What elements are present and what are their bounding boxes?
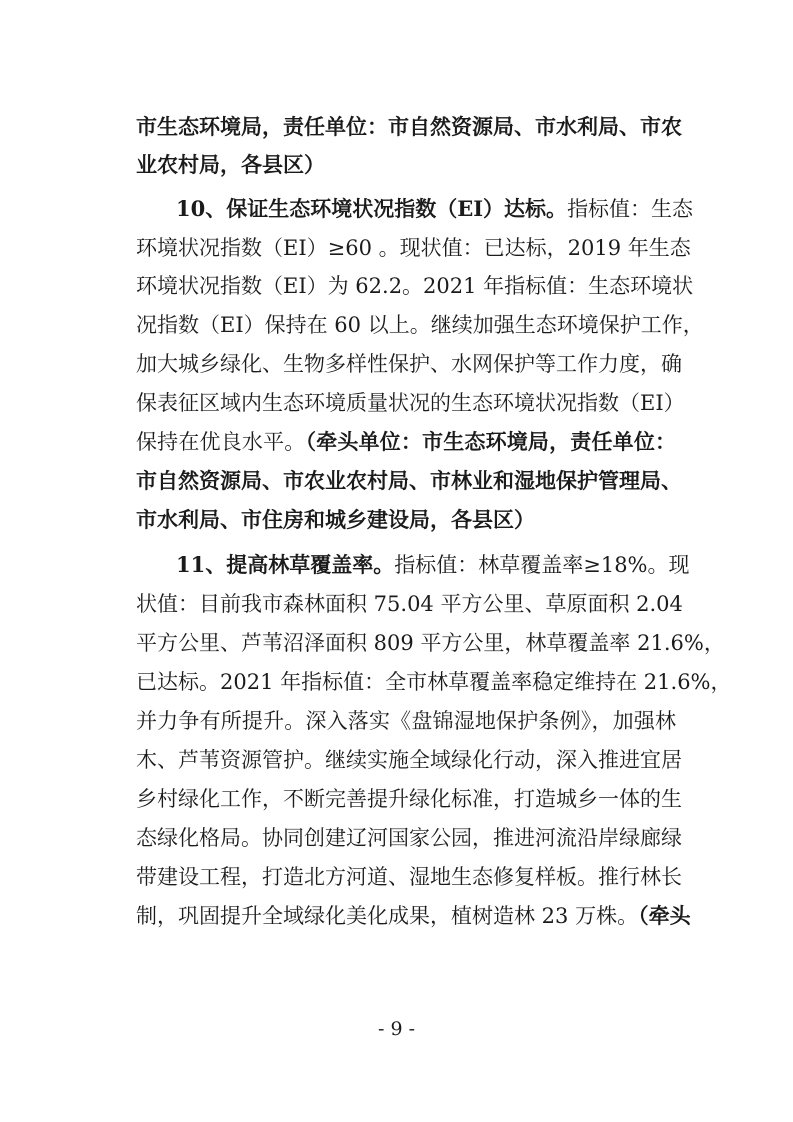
text-line xyxy=(136,112,682,142)
text-line xyxy=(136,589,683,619)
text-line xyxy=(136,823,682,853)
text-segment: 环境状况指数（EI）≥60 。现状值：已达标，2019 年生态 xyxy=(136,236,691,260)
text-line xyxy=(136,628,725,658)
text-line xyxy=(136,466,682,496)
text-segment: 环境状况指数（EI）为 62.2。2021 年指标值：生态环境状 xyxy=(136,274,694,298)
text-line xyxy=(136,862,682,892)
responsibility-note: （牵头单位：市生态环境局，责任单位： xyxy=(305,429,677,454)
page-number: - 9 - xyxy=(377,1018,415,1040)
text-segment: 态绿化格局。协同创建辽河国家公园，推进河流沿岸绿廊绿 xyxy=(136,826,682,850)
text-segment: 制，巩固提升全域绿化美化成果，植树造林 23 万株。 xyxy=(136,904,639,928)
text-line xyxy=(136,784,682,814)
text-segment: 业农村局，各县区） xyxy=(136,152,325,177)
text-line xyxy=(136,427,676,457)
text-segment: 平方公里、芦苇沼泽面积 809 平方公里，林草覆盖率 21.6%， xyxy=(136,631,725,655)
text-line xyxy=(136,349,682,379)
text-segment: 状值：目前我市森林面积 75.04 平方公里、草原面积 2.04 xyxy=(136,592,683,616)
section-title: 10、保证生态环境状况指数（EI）达标。 xyxy=(176,196,568,221)
text-line xyxy=(136,667,732,697)
text-line xyxy=(136,505,676,535)
text-segment: 保表征区域内生态环境质量状况的生态环境状况指数（EI） xyxy=(136,391,685,415)
text-line xyxy=(136,150,676,180)
text-segment: 并力争有所提升。深入落实《盘锦湿地保护条例》，加强林 xyxy=(136,709,676,733)
text-line xyxy=(136,388,685,418)
text-segment: 加大城乡绿化、生物多样性保护、水网保护等工作力度，确 xyxy=(136,352,682,376)
responsibility-note: 市水利局、市住房和城乡建设局，各县区） xyxy=(136,507,535,532)
text-segment: 指标值：生态 xyxy=(567,197,694,221)
text-segment: 指标值：林草覆盖率≥18%。现 xyxy=(394,553,690,577)
responsibility-note: 市自然资源局、市农业农村局、市林业和湿地保护管理局、 xyxy=(136,468,682,493)
responsibility-note: （牵头 xyxy=(638,903,691,928)
text-segment: 市生态环境局，责任单位：市自然资源局、市水利局、市农 xyxy=(136,114,682,139)
text-segment: 带建设工程，打造北方河道、湿地生态修复样板。推行林长 xyxy=(136,865,682,889)
text-line xyxy=(136,310,704,340)
section-heading-10 xyxy=(176,194,694,224)
text-line xyxy=(136,271,694,301)
text-line xyxy=(136,901,691,931)
section-heading-11 xyxy=(176,550,690,580)
text-line xyxy=(136,745,682,775)
section-title: 11、提高林草覆盖率。 xyxy=(176,552,395,577)
text-line xyxy=(136,706,676,736)
text-segment: 乡村绿化工作，不断完善提升绿化标准，打造城乡一体的生 xyxy=(136,787,682,811)
text-segment: 已达标。2021 年指标值：全市林草覆盖率稳定维持在 21.6%， xyxy=(136,670,732,694)
text-segment: 保持在优良水平。 xyxy=(136,430,306,454)
text-segment: 木、芦苇资源管护。继续实施全域绿化行动，深入推进宜居 xyxy=(136,748,682,772)
text-line xyxy=(136,233,691,263)
text-segment: 况指数（EI）保持在 60 以上。继续加强生态环境保护工作， xyxy=(136,313,704,337)
